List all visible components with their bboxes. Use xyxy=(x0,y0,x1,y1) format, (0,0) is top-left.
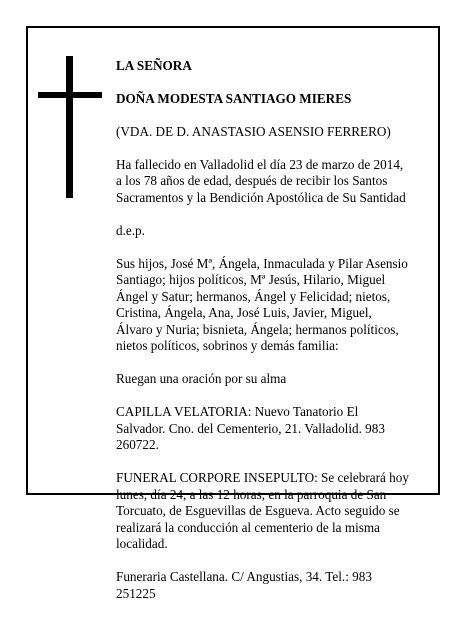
family-list: Sus hijos, José Mª, Ángela, Inmaculada y Pilar Asensio Santiago; hijos políticos, Mª Jesús, Hilario, Miguel Ángel y Satur; hermanos, Ángel y Felicidad; nietos, Cristina, Ángela, Ana, José Luis, Javier, Miguel, Álvaro y Nuria; bisnieta, Ángela; hermanos políticos, nietos políticos, sobrinos y demás familia: xyxy=(116,255,408,353)
obituary-notice xyxy=(26,26,440,601)
latin-cross-icon xyxy=(38,56,102,198)
notice-title-honorific: LA SEÑORA xyxy=(116,57,192,73)
notice-title-name: DOÑA MODESTA SANTIAGO MIERES xyxy=(116,90,352,106)
cross-horizontal-bar xyxy=(38,92,102,98)
funeral-home-info: Funeraria Castellana. C/ Angustias, 34. Tel.: 983 251225 xyxy=(116,569,372,601)
prayer-request: Ruegan una oración por su alma xyxy=(116,371,287,386)
notice-subtitle-widow: (VDA. DE D. ANASTASIO ASENSIO FERRERO) xyxy=(116,123,391,139)
notice-content xyxy=(116,41,434,619)
funeral-info: FUNERAL CORPORE INSEPULTO: Se celebrará hoy lunes, día 24, a las 12 horas, en la parroquia de San Torcuato, de Esguevillas de Esgueva. Acto seguido se realizará la conducción al cementerio de la misma localidad. xyxy=(116,470,409,551)
death-announcement: Ha fallecido en Valladolid el día 23 de marzo de 2014, a los 78 años de edad, después de recibir los Santos Sacramentos y la Bendición Apostólica de Su Santidad xyxy=(116,156,406,205)
dep-abbreviation: d.e.p. xyxy=(116,222,145,238)
chapel-info: CAPILLA VELATORIA: Nuevo Tanatorio El Salvador. Cno. del Cementerio, 21. Valladolid. 983 260722. xyxy=(116,404,385,452)
cross-vertical-bar xyxy=(66,56,73,198)
